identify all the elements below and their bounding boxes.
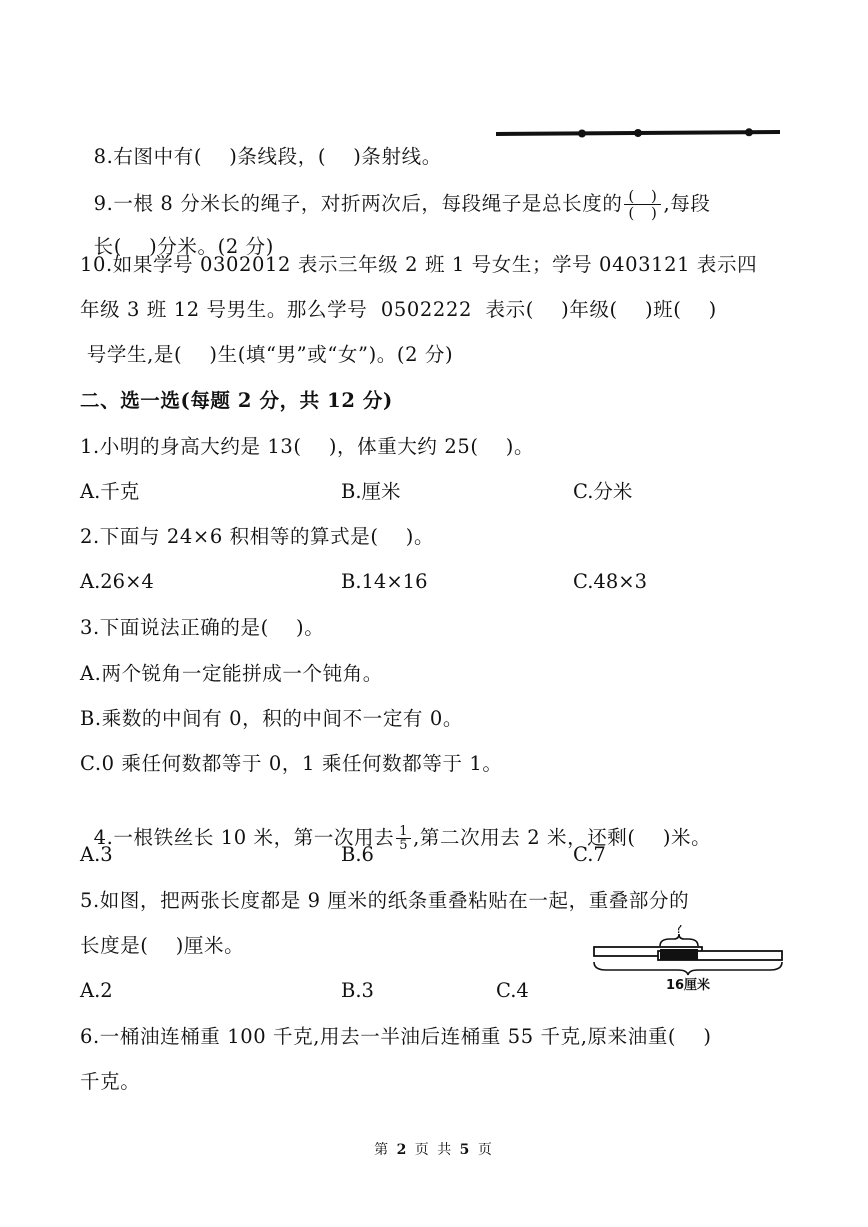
footer-mid: 页 共 xyxy=(408,1142,460,1158)
footer-pre: 第 xyxy=(374,1142,397,1158)
choice-2-option-b: B.14×16 xyxy=(341,570,428,593)
question-10-line-2: 年级 3 班 12 号男生。那么学号 0502222 表示( )年级( )班( ) xyxy=(80,298,717,321)
choice-4-text-a: 4.一根铁丝长 10 米，第一次用去 xyxy=(93,826,395,849)
choice-question-2: 2.下面与 24×6 积相等的算式是( )。 xyxy=(80,525,435,548)
question-9-text-b: ,每段 xyxy=(663,192,711,215)
section-2-heading: 二、选一选(每题 2 分，共 12 分) xyxy=(80,389,393,412)
current-page-number: 2 xyxy=(396,1142,409,1158)
fraction-numerator: ( ) xyxy=(624,188,661,205)
choice-question-5-line-2: 长度是( )厘米。 xyxy=(80,934,245,957)
page-footer xyxy=(0,1140,868,1160)
choice-2-option-c: C.48×3 xyxy=(573,570,647,593)
overlap-region xyxy=(660,949,698,960)
point-3 xyxy=(745,128,753,136)
choice-1-option-a: A.千克 xyxy=(80,480,140,503)
choice-5-option-b: B.3 xyxy=(341,979,374,1002)
fraction-denominator: ( ) xyxy=(628,204,658,222)
question-9-text-a: 9.一根 8 分米长的绳子，对折两次后，每段绳子是总长度的 xyxy=(93,192,623,215)
overlap-question-mark: ? xyxy=(675,925,683,937)
question-10-line-1: 10.如果学号 0302012 表示三年级 2 班 1 号女生；学号 0403121 表示四 xyxy=(80,253,758,276)
total-page-number: 5 xyxy=(459,1142,472,1158)
fraction-denominator: 5 xyxy=(399,838,409,853)
choice-4-fraction xyxy=(396,825,411,852)
question-9-text-c: 长( )分米。(2 分) xyxy=(93,235,274,258)
choice-question-1: 1.小明的身高大约是 13( )，体重大约 25( )。 xyxy=(80,435,535,458)
choice-1-option-c: C.分米 xyxy=(573,480,633,503)
choice-3-option-b: B.乘数的中间有 0，积的中间不一定有 0。 xyxy=(80,707,463,730)
question-8-text: 8.右图中有( )条线段，( )条射线。 xyxy=(93,145,442,168)
choice-1-option-b: B.厘米 xyxy=(341,480,401,503)
choice-3-option-a: A.两个锐角一定能拼成一个钝角。 xyxy=(80,662,383,685)
point-1 xyxy=(578,130,586,138)
question-10-line-3: 号学生,是( )生(填“男”或“女”)。(2 分) xyxy=(80,343,454,366)
choice-4-option-c: C.7 xyxy=(573,843,606,866)
total-length-label: 16厘米 xyxy=(665,978,711,991)
choice-question-4 xyxy=(80,796,711,852)
choice-2-option-a: A.26×4 xyxy=(80,570,154,593)
choice-question-6-line-2: 千克。 xyxy=(80,1070,141,1093)
choice-5-option-a: A.2 xyxy=(80,979,113,1002)
point-2 xyxy=(634,129,642,137)
choice-3-option-c: C.0 乘任何数都等于 0，1 乘任何数都等于 1。 xyxy=(80,752,503,775)
footer-post: 页 xyxy=(471,1142,494,1158)
choice-5-option-c: C.4 xyxy=(496,979,529,1002)
choice-question-6-line-1: 6.一桶油连桶重 100 千克,用去一半油后连桶重 55 千克,原来油重( ) xyxy=(80,1025,712,1048)
choice-4-text-b: ,第二次用去 2 米，还剩( )米。 xyxy=(413,826,712,849)
question-9-fraction xyxy=(624,188,661,221)
choice-question-3: 3.下面说法正确的是( )。 xyxy=(80,616,325,639)
choice-4-option-b: B.6 xyxy=(341,843,374,866)
choice-4-option-a: A.3 xyxy=(80,843,113,866)
paper-strip-figure xyxy=(590,925,790,991)
fraction-numerator: 1 xyxy=(396,825,411,839)
line-figure xyxy=(493,124,783,144)
choice-question-5-line-1: 5.如图，把两张长度都是 9 厘米的纸条重叠粘贴在一起，重叠部分的 xyxy=(80,889,690,912)
